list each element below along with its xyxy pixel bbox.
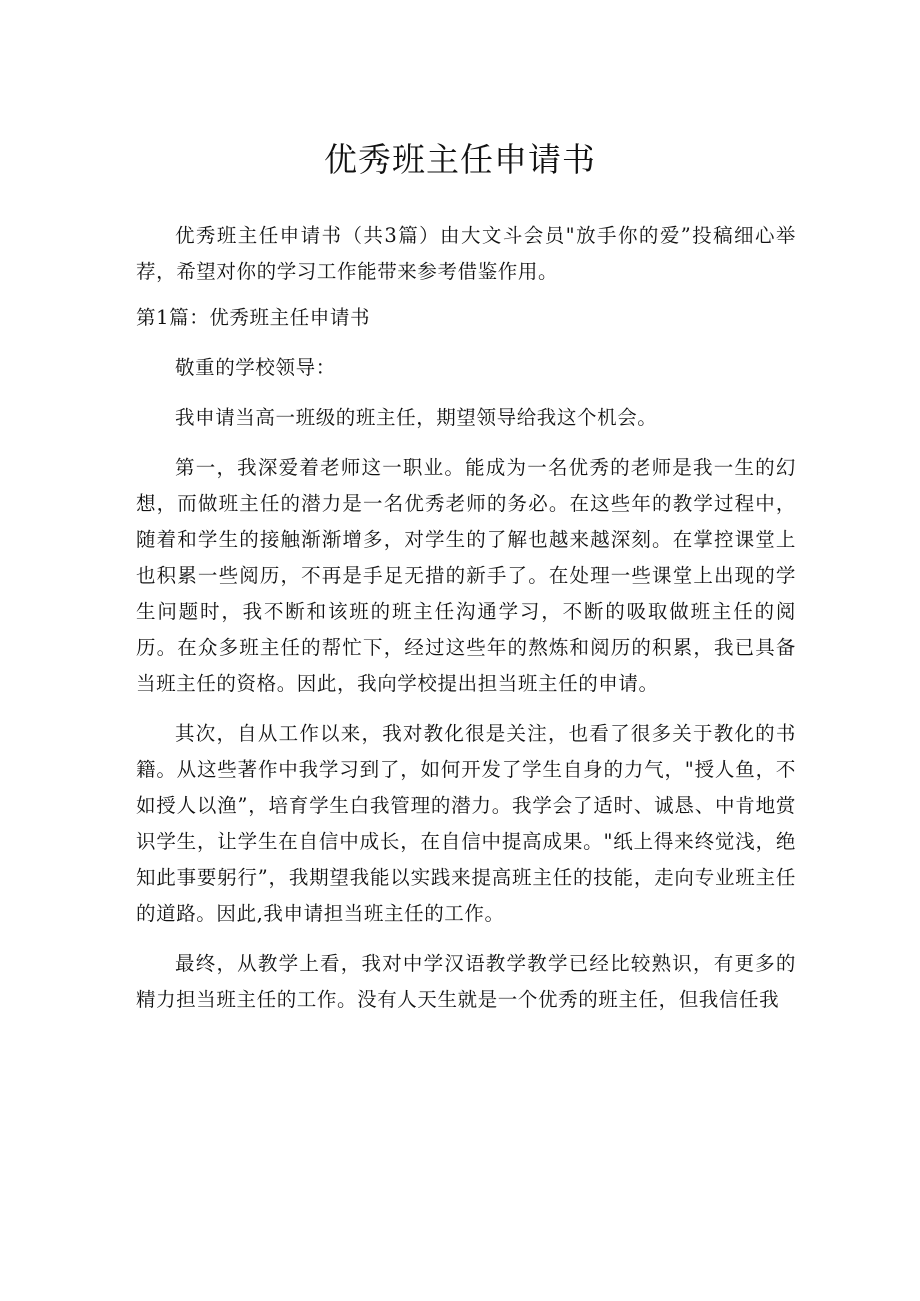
body-paragraph: 其次，自从工作以来，我对教化很是关注，也看了很多关于教化的书籍。从这些著作中我学习到了，如何开发了学生自身的力气，"授人鱼，不如授人以渔”，培育学生白我管理的潜力。我学会了适时、诚恳、中肯地赏识学生，让学生在自信中成长，在自信中提高成果。"纸上得来终觉浅，绝知此事要躬行”，我期望我能以实践来提高班主任的技能，走向专业班主任的道路。因此,我申请担当班主任的工作。 [136,722,796,925]
salutation: 敬重的学校领导： [175,356,336,379]
document-body [136,218,796,1032]
body-paragraph: 第一，我深爱着老师这一职业。能成为一名优秀的老师是我一生的幻想，而做班主任的潜力是一名优秀老师的务必。在这些年的教学过程中，随着和学生的接触渐渐增多，对学生的了解也越来越深刻。在掌控课堂上也积累一些阅历，不再是手足无措的新手了。在处理一些课堂上出现的学生问题时，我不断和该班的班主任沟通学习，不断的吸取做班主任的阅历。在众多班主任的帮忙下，经过这些年的熬炼和阅历的积累，我已具备当班主任的资格。因此，我向学校提出担当班主任的申请。 [136,456,796,695]
section-heading: 第1篇：优秀班主任申请书 [136,306,371,329]
document-title: 优秀班主任申请书 [324,140,596,179]
body-paragraph: 我申请当高一班级的班主任，期望领导给我这个机会。 [175,406,658,429]
body-paragraph: 最终，从教学上看，我对中学汉语教学教学已经比较熟识，有更多的精力担当班主任的工作。没有人天生就是一个优秀的班主任，但我信任我 [136,952,796,1011]
intro-paragraph: 优秀班主任申请书（共3篇）由大文斗会员"放手你的爱”投稿细心举荐，希望对你的学习工作能带来参考借鉴作用。 [136,224,796,283]
